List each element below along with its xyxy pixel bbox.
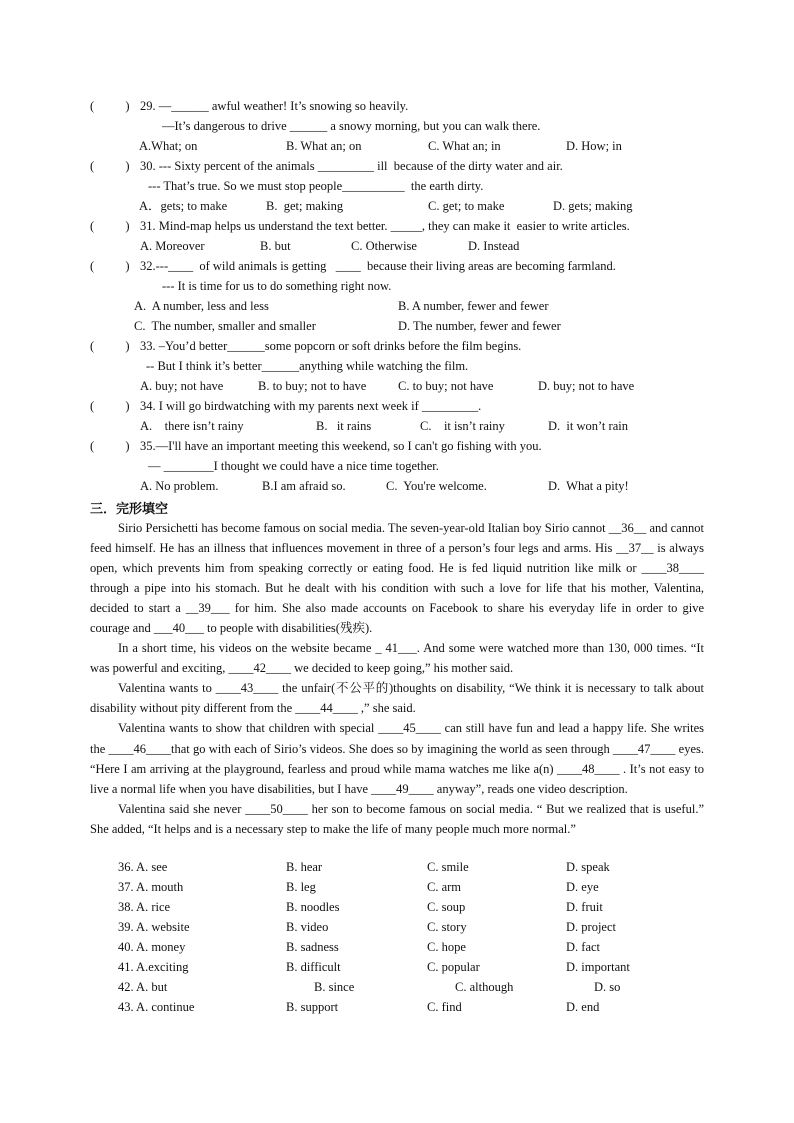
- q35-stem: 35.—I'll have an important meeting this weekend, so I can't go fishing with you.: [140, 439, 542, 453]
- cloze-36-b: B. hear: [286, 860, 323, 874]
- cloze-36-a: 36. A. see: [118, 860, 168, 874]
- cloze-39-b: B. video: [286, 920, 329, 934]
- cloze-36-d: D. speak: [566, 860, 610, 874]
- q31-option-d: D. Instead: [468, 239, 520, 253]
- cloze-43-a: 43. A. continue: [118, 1000, 195, 1014]
- q30-option-a: A．gets; to make: [139, 199, 228, 213]
- q32-option-d: D. The number, fewer and fewer: [398, 319, 561, 333]
- cloze-36-c: C. smile: [427, 860, 469, 874]
- q30-option-d: D. gets; making: [553, 199, 633, 213]
- cloze-row-42: [0, 979, 794, 995]
- q31-option-a: A. Moreover: [140, 239, 205, 253]
- cloze-42-d: D. so: [594, 980, 621, 994]
- cloze-41-c: C. popular: [427, 960, 480, 974]
- q34-options: [0, 418, 794, 434]
- cloze-41-b: B. difficult: [286, 960, 341, 974]
- q35-option-c: C. You're welcome.: [386, 479, 487, 493]
- cloze-40-a: 40. A. money: [118, 940, 186, 954]
- q32-options-ab: [0, 298, 794, 314]
- passage-paragraph-4: Valentina wants to show that children with special ____45____ can still have fun and lead a happy life. She writes the ____46____that go with each of Sirio’s videos. She does so by imagining the world as seen through ____47____ eyes. “Here I am arriving at the playground, fearless and proud while mama watches me like a(n) ____48____ . It’s not easy to live a normal life when you have disabilities, but I have ____49____ anyway”, reads one video description.: [90, 721, 704, 796]
- q33-stem2: -- But I think it’s better______anything while watching the film.: [146, 359, 469, 373]
- q33-option-a: A. buy; not have: [140, 379, 224, 393]
- q35-options: [0, 478, 794, 494]
- cloze-41-d: D. important: [566, 960, 630, 974]
- cloze-43-c: C. find: [427, 1000, 462, 1014]
- cloze-38-b: B. noodles: [286, 900, 340, 914]
- cloze-37-c: C. arm: [427, 880, 462, 894]
- cloze-39-c: C. story: [427, 920, 467, 934]
- q30-bracket: ( ): [90, 159, 130, 173]
- cloze-37-d: D. eye: [566, 880, 599, 894]
- cloze-row-38: [0, 899, 794, 915]
- cloze-37-a: 37. A. mouth: [118, 880, 184, 894]
- q29-option-c: C. What an; in: [428, 139, 501, 153]
- cloze-41-a: 41. A.exciting: [118, 960, 189, 974]
- q31-bracket: ( ): [90, 219, 130, 233]
- cloze-42-b: B. since: [314, 980, 355, 994]
- q30-option-c: C. get; to make: [428, 199, 505, 213]
- q29-option-b: B. What an; on: [286, 139, 362, 153]
- passage-paragraph-2: In a short time, his videos on the website became _ 41___. And some were watched more than 130, 000 times. “It was powerful and exciting, ____42____ we decided to keep going,” his mother said.: [90, 641, 704, 676]
- q29-option-a: A.What; on: [139, 139, 198, 153]
- q30-options: [0, 198, 794, 214]
- q32-stem2: --- It is time for us to do something right now.: [162, 279, 392, 293]
- q35-option-a: A. No problem.: [140, 479, 219, 493]
- cloze-42-c: C. although: [455, 980, 514, 994]
- q34-stem: 34. I will go birdwatching with my parents next week if _________.: [140, 399, 482, 413]
- q33-option-b: B. to buy; not to have: [258, 379, 367, 393]
- cloze-passage: [90, 518, 704, 839]
- q34-option-b: B. it rains: [316, 419, 372, 433]
- passage-paragraph-1: Sirio Persichetti has become famous on social media. The seven-year-old Italian boy Sirio cannot __36__ and cannot feed himself. He has an illness that influences movement in three of a person’s four legs and arms. His __37__ is always open, which prevents him from speaking correctly or eating food. He is fed liquid nutrition like milk or ____38____ through a pipe into his stomach. But he dealt with his condition with such a love for life that his mother, Valentina, decided to start a __39___ for him. She also made accounts on Facebook to share his everyday life in order to give courage and ___40___ to people with disabilities(残疾).: [90, 521, 704, 636]
- q32-option-c: C. The number, smaller and smaller: [134, 319, 316, 333]
- q33-option-c: C. to buy; not have: [398, 379, 494, 393]
- q32-options-cd: [0, 318, 794, 334]
- q33-options: [0, 378, 794, 394]
- cloze-39-d: D. project: [566, 920, 616, 934]
- q29-bracket: ( ): [90, 99, 130, 113]
- q29-options: [0, 138, 794, 154]
- q33-bracket: ( ): [90, 339, 130, 353]
- section-title: 三．完形填空: [90, 502, 169, 517]
- q31-option-b: B. but: [260, 239, 291, 253]
- cloze-40-c: C. hope: [427, 940, 466, 954]
- q32-bracket: ( ): [90, 259, 130, 273]
- q32-option-b: B. A number, fewer and fewer: [398, 299, 549, 313]
- q34-bracket: ( ): [90, 399, 130, 413]
- cloze-row-36: [0, 859, 794, 875]
- q34-option-d: D. it won’t rain: [548, 419, 628, 433]
- cloze-row-43: [0, 999, 794, 1015]
- passage-paragraph-3: Valentina wants to ____43____ the unfair(不公平的)thoughts on disability, “We think it is necessary to talk about disability without pity different from the ____44____ ,” she said.: [90, 681, 704, 716]
- q35-bracket: ( ): [90, 439, 130, 453]
- q32-option-a: A. A number, less and less: [134, 299, 269, 313]
- cloze-43-d: D. end: [566, 1000, 600, 1014]
- cloze-40-d: D. fact: [566, 940, 601, 954]
- cloze-38-d: D. fruit: [566, 900, 603, 914]
- q33-option-d: D. buy; not to have: [538, 379, 635, 393]
- q29-stem2: —It’s dangerous to drive ______ a snowy morning, but you can walk there.: [162, 119, 541, 133]
- cloze-row-40: [0, 939, 794, 955]
- q35-stem2: — ________I thought we could have a nice time together.: [148, 459, 439, 473]
- q29-stem: 29. —______ awful weather! It’s snowing so heavily.: [140, 99, 409, 113]
- q30-stem2: --- That’s true. So we must stop people__________ the earth dirty.: [148, 179, 484, 193]
- cloze-37-b: B. leg: [286, 880, 316, 894]
- passage-paragraph-5: Valentina said she never ____50____ her son to become famous on social media. “ But we realized that is useful.” She added, “It helps and is a necessary step to make the life of many people much more normal.”: [90, 801, 704, 836]
- q31-option-c: C. Otherwise: [351, 239, 417, 253]
- q35-option-d: D. What a pity!: [548, 479, 629, 493]
- cloze-38-c: C. soup: [427, 900, 466, 914]
- q32-stem: 32.---____ of wild animals is getting ____ because their living areas are becoming farmland.: [140, 259, 616, 273]
- q31-options: [0, 238, 794, 254]
- q34-option-a: A. there isn’t rainy: [140, 419, 244, 433]
- q31-stem: 31. Mind-map helps us understand the text better. _____, they can make it easier to write articles.: [140, 219, 630, 233]
- q29-option-d: D. How; in: [566, 139, 622, 153]
- cloze-39-a: 39. A. website: [118, 920, 190, 934]
- cloze-40-b: B. sadness: [286, 940, 339, 954]
- q34-option-c: C. it isn’t rainy: [420, 419, 505, 433]
- q30-stem: 30. --- Sixty percent of the animals _________ ill because of the dirty water and air.: [140, 159, 563, 173]
- cloze-43-b: B. support: [286, 1000, 339, 1014]
- q35-option-b: B.I am afraid so.: [262, 479, 346, 493]
- cloze-row-37: [0, 879, 794, 895]
- cloze-row-41: [0, 959, 794, 975]
- cloze-38-a: 38. A. rice: [118, 900, 171, 914]
- q33-stem: 33. –You’d better______some popcorn or soft drinks before the film begins.: [140, 339, 522, 353]
- q30-option-b: B. get; making: [266, 199, 344, 213]
- cloze-row-39: [0, 919, 794, 935]
- cloze-42-a: 42. A. but: [118, 980, 168, 994]
